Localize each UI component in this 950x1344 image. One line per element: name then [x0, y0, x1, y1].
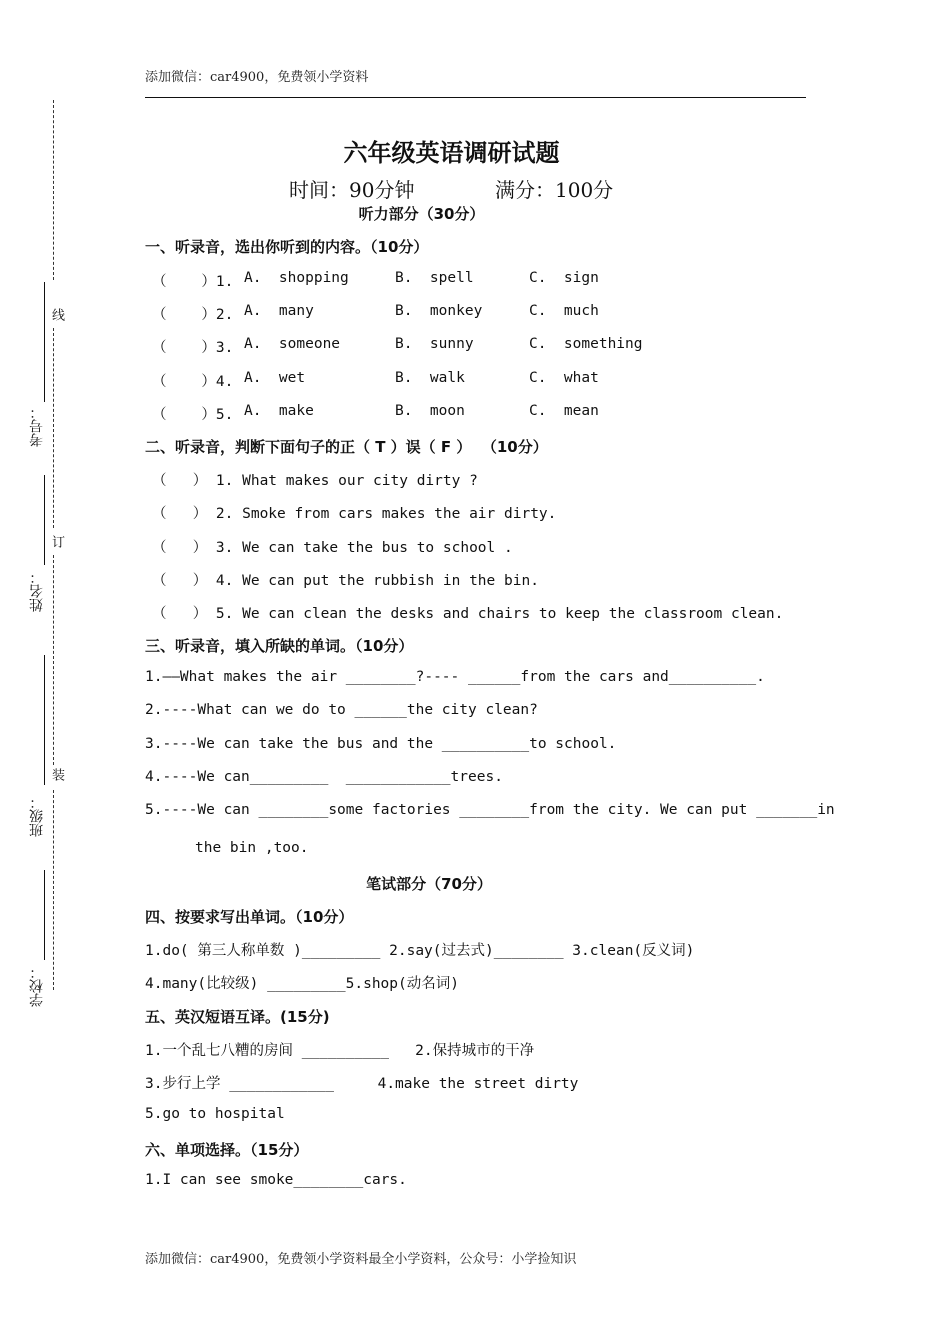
- section4-line: 4.many(比较级) _________5.shop(动名词): [145, 976, 459, 992]
- judge-item: （ ） 4. We can put the rubbish in the bin.: [152, 573, 539, 589]
- answer-blank: （ ）4.: [152, 374, 234, 390]
- option-a: A. many: [244, 303, 314, 319]
- page-title: 六年级英语调研试题: [343, 138, 560, 167]
- answer-blank: （ ）5.: [152, 407, 234, 423]
- header-note: 添加微信：car4900，免费领小学资料: [145, 70, 369, 85]
- class-label: 班级：: [29, 795, 45, 837]
- part-listening-heading: 听力部分（30分）: [358, 205, 485, 223]
- fill-blank-item: the bin ,too.: [195, 840, 309, 856]
- fill-blank-item: 4.----We can_________ ____________trees.: [145, 769, 503, 785]
- exam-full-score: 满分：100分: [495, 178, 614, 202]
- fill-blank-item: 3.----We can take the bus and the __________to school.: [145, 736, 617, 752]
- answer-blank: （ ）3.: [152, 340, 234, 356]
- option-b: B. moon: [395, 403, 465, 419]
- section2-heading: 二、听录音，判断下面句子的正（ T ）误（ F ） （10分）: [145, 438, 548, 456]
- option-b: B. monkey: [395, 303, 483, 319]
- judge-item: （ ） 2. Smoke from cars makes the air dirty.: [152, 506, 557, 522]
- option-b: B. walk: [395, 370, 465, 386]
- section3-heading: 三、听录音，填入所缺的单词。（10分）: [145, 637, 414, 655]
- fill-blank-item: 1.——What makes the air ________?---- ______from the cars and__________.: [145, 669, 765, 685]
- judge-item: （ ） 5. We can clean the desks and chairs to keep the classroom clean.: [152, 606, 784, 622]
- judge-item: （ ） 3. We can take the bus to school .: [152, 540, 513, 556]
- school-label: 学校：: [29, 965, 45, 1007]
- name-line: [44, 475, 45, 565]
- footer-note: 添加微信：car4900，免费领小学资料最全小学资料，公众号：小学捡知识: [145, 1252, 577, 1267]
- option-c: C. much: [529, 303, 599, 319]
- option-a: A. someone: [244, 336, 341, 352]
- binding-mark-zhuang: 装: [49, 768, 64, 781]
- section5-line: 3.步行上学 ____________ 4.make the street dirty: [145, 1076, 579, 1092]
- binding-mark-ding: 订: [49, 535, 64, 548]
- judge-item: （ ） 1. What makes our city dirty ?: [152, 473, 478, 489]
- header-rule: [145, 97, 806, 98]
- option-b: B. sunny: [395, 336, 474, 352]
- section6-line: 1.I can see smoke________cars.: [145, 1172, 407, 1188]
- binding-dashed-line: [53, 555, 54, 765]
- option-a: A. make: [244, 403, 314, 419]
- class-line: [44, 655, 45, 785]
- option-b: B. spell: [395, 270, 474, 286]
- option-a: A. wet: [244, 370, 306, 386]
- section5-line: 1.一个乱七八糟的房间 __________ 2.保持城市的干净: [145, 1043, 535, 1059]
- fill-blank-item: 2.----What can we do to ______the city clean?: [145, 702, 538, 718]
- option-c: C. what: [529, 370, 599, 386]
- binding-mark-xian: 线: [49, 308, 64, 321]
- section4-line: 1.do( 第三人称单数 )_________ 2.say(过去式)________ 3.clean(反义词): [145, 943, 695, 959]
- fill-blank-item: 5.----We can ________some factories ________from the city. We can put _______in: [145, 802, 835, 818]
- section5-line: 5.go to hospital: [145, 1106, 285, 1122]
- exam-no-line: [44, 282, 45, 402]
- section6-heading: 六、单项选择。（15分）: [145, 1141, 309, 1159]
- binding-dashed-line: [53, 100, 54, 280]
- section4-heading: 四、按要求写出单词。（10分）: [145, 908, 354, 926]
- name-label: 姓名：: [29, 570, 45, 612]
- option-c: C. something: [529, 336, 643, 352]
- exam-time: 时间：90分钟: [289, 178, 415, 202]
- exam-no-label: 考号：: [29, 405, 45, 447]
- option-c: C. sign: [529, 270, 599, 286]
- binding-dashed-line: [53, 328, 54, 528]
- option-c: C. mean: [529, 403, 599, 419]
- section5-heading: 五、英汉短语互译。(15分): [145, 1008, 330, 1026]
- answer-blank: （ ）1.: [152, 274, 234, 290]
- answer-blank: （ ）2.: [152, 307, 234, 323]
- part-written-heading: 笔试部分（70分）: [366, 875, 492, 893]
- option-a: A. shopping: [244, 270, 349, 286]
- section1-heading: 一、听录音，选出你听到的内容。（10分）: [145, 238, 429, 256]
